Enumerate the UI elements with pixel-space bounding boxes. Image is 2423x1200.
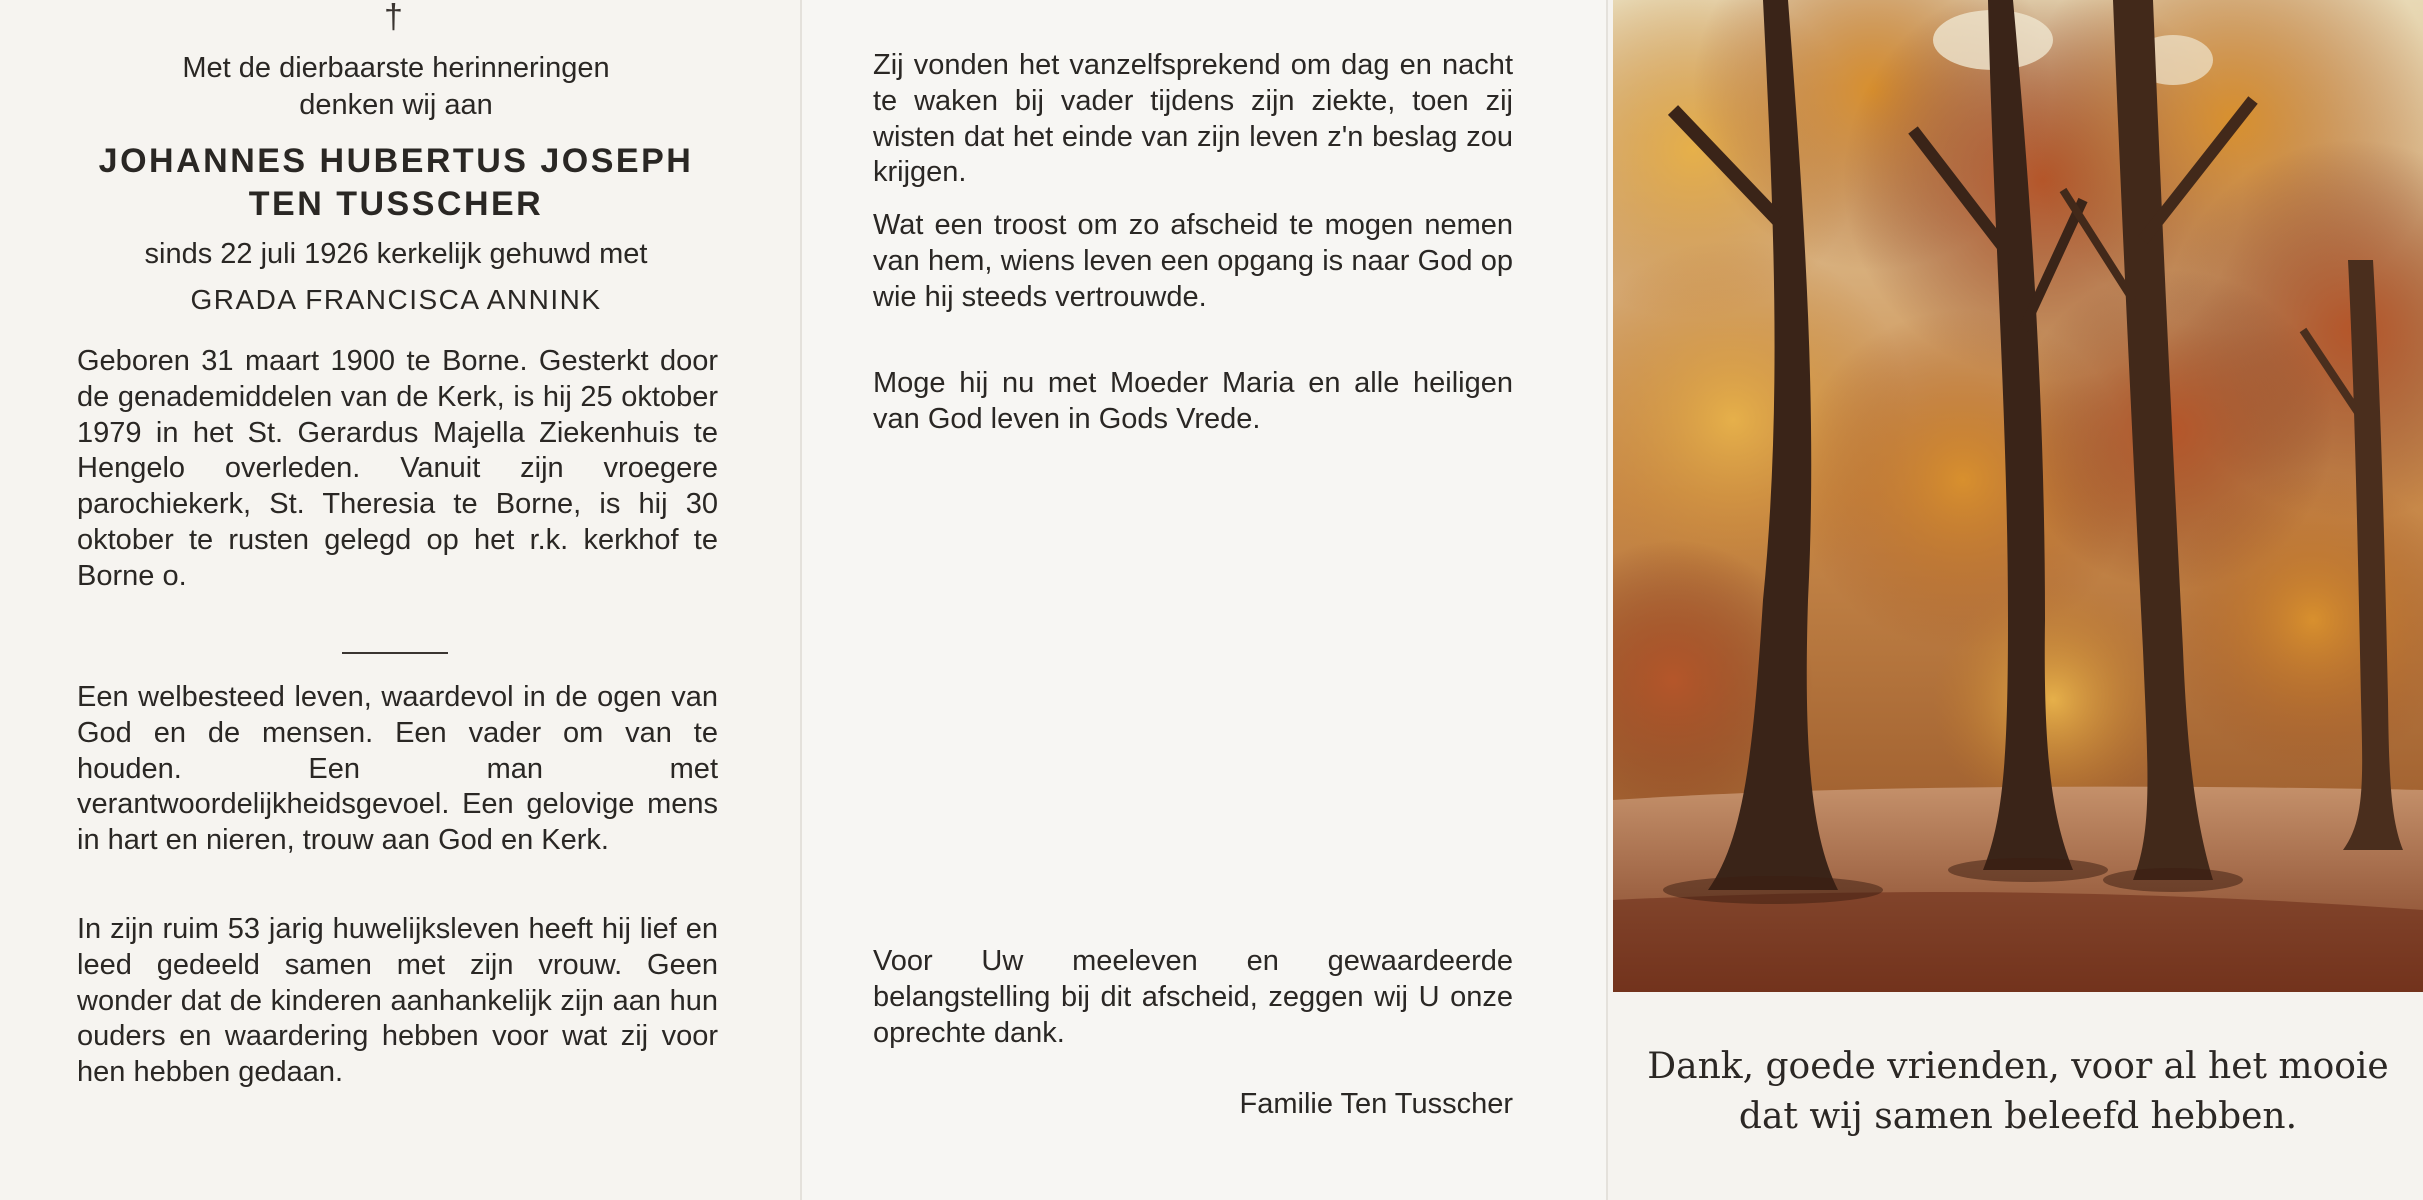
vigil-paragraph: Zij vonden het vanzelfsprekend om dag en nacht te waken bij vader tijdens zijn ziekte, toen zij wisten dat het einde van zijn leven z'n beslag zou krijgen. [873, 49, 1513, 189]
caption-line-2: dat wij samen beleefd hebben. [1738, 1096, 2298, 1137]
cross-icon: † [384, 0, 403, 36]
married-line: sinds 22 juli 1926 kerkelijk gehuwd met [144, 238, 648, 270]
thanks-paragraph: Voor Uw meeleven en gewaardeerde belangstelling bij dit afscheid, zeggen wij U onze oprechte dank. [873, 945, 1513, 1049]
intro-text [72, 50, 720, 124]
born-paragraph: Geboren 31 maart 1900 te Borne. Gesterkt door de genademiddelen van de Kerk, is hij 25 oktober 1979 in het St. Gerardus Majella Ziekenhuis te Hengelo overleden. Vanuit zijn vroegere parochiekerk, St. Theresia te Borne, is hij 30 oktober te rusten gelegd op het r.k. kerkhof te Borne o. [77, 345, 718, 592]
fold-line-right [1606, 0, 1608, 1200]
marriage-paragraph: In zijn ruim 53 jarig huwelijksleven heeft hij lief en leed gedeeld samen met zijn vrouw. Geen wonder dat de kinderen aanhankelijk zijn aan hun ouders en waardering hebben voor wat zij voor hen hebben gedaan. [77, 913, 718, 1089]
spouse-name: GRADA FRANCISCA ANNINK [190, 284, 602, 315]
farewell-paragraph: Wat een troost om zo afscheid te mogen nemen van hem, wiens leven een opgang is naar God op wie hij steeds vertrouwde. [873, 209, 1513, 313]
life-paragraph: Een welbesteed leven, waardevol in de ogen van God en de mensen. Een vader om van te houden. Een man met verantwoordelijkheidsgevoel. Een gelovige mens in hart en nieren, trouw aan God en Kerk. [77, 681, 718, 857]
name-line-1: JOHANNES HUBERTUS JOSEPH [98, 142, 694, 180]
family-signature: Familie Ten Tusscher [1239, 1088, 1513, 1120]
caption-line-1: Dank, goede vrienden, voor al het mooie [1647, 1046, 2389, 1087]
deceased-name [72, 140, 720, 226]
name-line-2: TEN TUSSCHER [248, 185, 544, 223]
fold-line-left [800, 0, 802, 1200]
intro-line-2: denken wij aan [299, 89, 493, 121]
photo-caption [1613, 1042, 2423, 1142]
intro-line-1: Met de dierbaarste herinneringen [182, 52, 610, 84]
divider [342, 652, 448, 654]
autumn-forest-photo [1613, 0, 2423, 992]
prayer-paragraph: Moge hij nu met Moeder Maria en alle heiligen van God leven in Gods Vrede. [873, 367, 1513, 435]
